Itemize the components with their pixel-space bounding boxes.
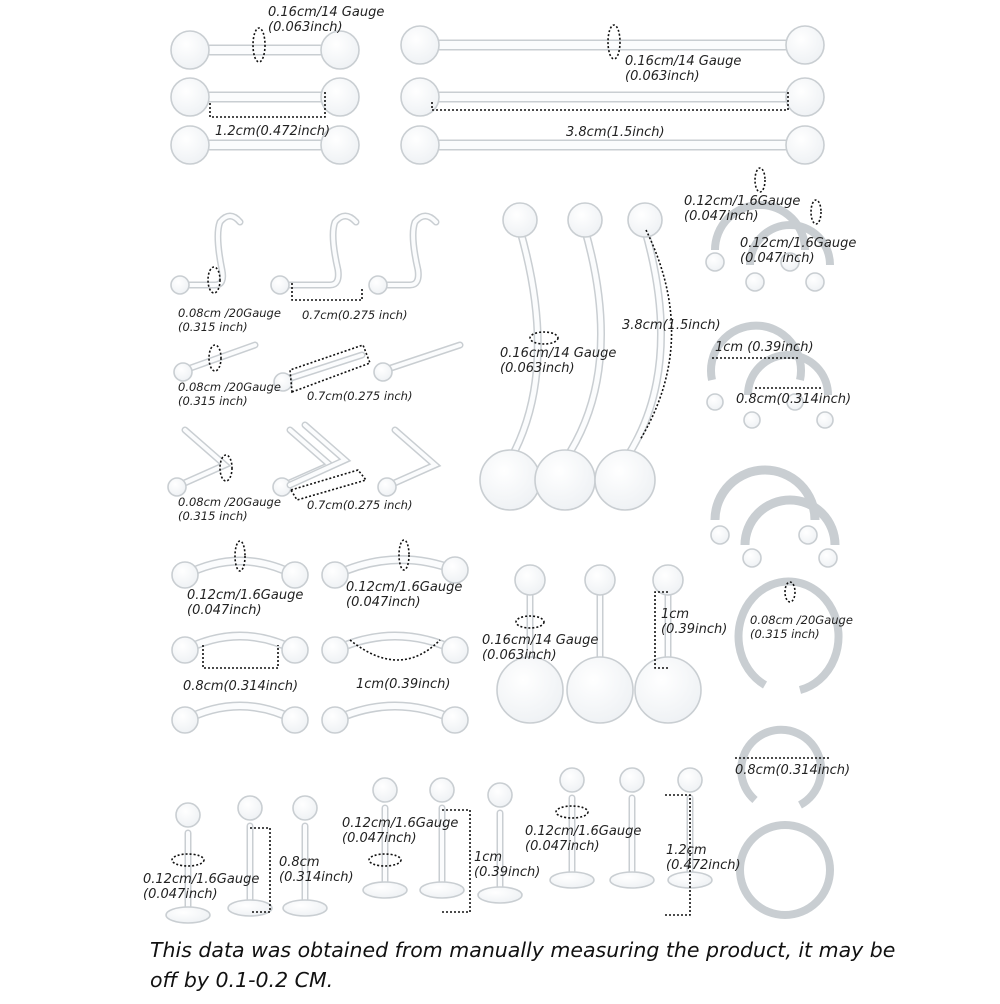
bead [535, 450, 595, 510]
bead [480, 450, 540, 510]
bead [653, 565, 683, 595]
length-label-barbell-long: 3.8cm(1.5inch) [566, 125, 665, 140]
length-label-horseshoe-08cm: 0.8cm(0.314inch) [736, 392, 852, 407]
bead [488, 783, 512, 807]
length-label-belly-bar: 3.8cm(1.5inch) [622, 318, 721, 333]
gauge-label-horseshoe-2: 0.12cm/1.6Gauge (0.047inch) [740, 236, 857, 266]
curve-fill [185, 216, 240, 285]
labret-disc [610, 872, 654, 888]
bead [172, 707, 198, 733]
bead [442, 707, 468, 733]
curve-fill [285, 216, 356, 285]
labret-disc [363, 882, 407, 898]
gauge-marker [811, 200, 821, 224]
bead [746, 273, 764, 291]
bead [168, 478, 186, 496]
bead [620, 768, 644, 792]
horseshoe [745, 500, 835, 545]
length-label-nose-screw: 0.7cm(0.275 inch) [302, 308, 408, 322]
bead [176, 803, 200, 827]
bead [401, 26, 439, 64]
gauge-label-nose-l-shape: 0.08cm /20Gauge (0.315 inch) [178, 495, 281, 523]
bead [585, 565, 615, 595]
bead [786, 78, 824, 116]
bead [706, 253, 724, 271]
length-label-nose-l-shape: 0.7cm(0.275 inch) [307, 498, 413, 512]
length-label-labret-08cm: 0.8cm (0.314inch) [279, 855, 354, 885]
bead [678, 768, 702, 792]
bead [282, 562, 308, 588]
curve-fill [380, 216, 436, 285]
bead [430, 778, 454, 802]
bead [321, 31, 359, 69]
labret-disc [283, 900, 327, 916]
length-label-labret-1cm: 1cm (0.39inch) [474, 850, 541, 880]
bead [282, 707, 308, 733]
bead [806, 273, 824, 291]
curve-fill [390, 430, 435, 485]
bar-fill [385, 345, 460, 370]
length-label-nose-bone: 0.7cm(0.275 inch) [307, 389, 413, 403]
bead [786, 26, 824, 64]
bead [744, 412, 760, 428]
length-label-eyebrow-1cm: 1cm(0.39inch) [356, 677, 451, 692]
gauge-label-belly-bar: 0.16cm/14 Gauge (0.063inch) [500, 346, 617, 376]
gauge-label-labret-1: 0.12cm/1.6Gauge (0.047inch) [143, 872, 260, 902]
bead [497, 657, 563, 723]
gauge-label-nose-screw: 0.08cm /20Gauge (0.315 inch) [178, 306, 281, 334]
gauge-label-nose-bone: 0.08cm /20Gauge (0.315 inch) [178, 380, 281, 408]
bead [322, 707, 348, 733]
bead [786, 126, 824, 164]
length-label-eyebrow-08cm: 0.8cm(0.314inch) [183, 679, 299, 694]
bead [819, 549, 837, 567]
bead [322, 562, 348, 588]
bead [282, 637, 308, 663]
bead [172, 637, 198, 663]
curve-outline [380, 216, 436, 285]
gauge-marker [235, 541, 245, 571]
bead [817, 412, 833, 428]
length-label-tongue-bar: 1cm (0.39inch) [661, 607, 728, 637]
measurement-disclaimer: This data was obtained from manually measuring the product, it may be off by 0.1-0.2 CM. [150, 938, 896, 992]
bead [374, 363, 392, 381]
bead [743, 549, 761, 567]
gauge-label-tongue-bar: 0.16cm/14 Gauge (0.063inch) [482, 633, 599, 663]
length-label-hoop: 0.8cm(0.314inch) [735, 763, 851, 778]
bead [171, 78, 209, 116]
bead [373, 778, 397, 802]
bead [635, 657, 701, 723]
hoop [740, 825, 830, 915]
bead [171, 31, 209, 69]
curve-fill [625, 230, 661, 460]
bead [503, 203, 537, 237]
gauge-label-eyebrow-2: 0.12cm/1.6Gauge (0.047inch) [346, 580, 463, 610]
gauge-marker [399, 540, 409, 570]
bead [707, 394, 723, 410]
bead [378, 478, 396, 496]
bead [322, 637, 348, 663]
bead [442, 637, 468, 663]
curve-fill [335, 706, 455, 720]
bead [293, 796, 317, 820]
length-label-labret-12cm: 1.2cm (0.472inch) [666, 843, 741, 873]
horseshoe [748, 355, 828, 395]
curve-outline [285, 216, 356, 285]
curve-fill [510, 230, 538, 460]
bead [271, 276, 289, 294]
bead [628, 203, 662, 237]
bead [171, 276, 189, 294]
bead [321, 78, 359, 116]
gauge-marker [755, 168, 765, 192]
gauge-label-hoop: 0.08cm /20Gauge (0.315 inch) [750, 613, 853, 641]
bead [560, 768, 584, 792]
bead [567, 657, 633, 723]
bead [711, 526, 729, 544]
labret-disc [550, 872, 594, 888]
bead [171, 126, 209, 164]
bead [799, 526, 817, 544]
labret-disc [420, 882, 464, 898]
bead [172, 562, 198, 588]
labret-disc [478, 887, 522, 903]
bead [595, 450, 655, 510]
gauge-label-eyebrow-1: 0.12cm/1.6Gauge (0.047inch) [187, 588, 304, 618]
labret-disc [166, 907, 210, 923]
labret-disc [228, 900, 272, 916]
length-marker [203, 645, 278, 668]
bead [369, 276, 387, 294]
curve-fill [335, 560, 455, 575]
bead [401, 126, 439, 164]
length-label-horseshoe-1cm: 1cm (0.39inch) [715, 340, 814, 355]
gauge-label-labret-3: 0.12cm/1.6Gauge (0.047inch) [525, 824, 642, 854]
bead [568, 203, 602, 237]
gauge-label-barbell-long: 0.16cm/14 Gauge (0.063inch) [625, 54, 742, 84]
gauge-label-labret-2: 0.12cm/1.6Gauge (0.047inch) [342, 816, 459, 846]
gauge-label-horseshoe-1: 0.12cm/1.6Gauge (0.047inch) [684, 194, 801, 224]
length-label-barbell-short: 1.2cm(0.472inch) [215, 124, 331, 139]
curve-fill [180, 430, 225, 485]
curve-outline [185, 216, 240, 285]
gauge-label-barbell-short: 0.16cm/14 Gauge (0.063inch) [268, 5, 385, 35]
curve-fill [565, 230, 601, 460]
gauge-marker [208, 267, 220, 293]
bead [515, 565, 545, 595]
bead [238, 796, 262, 820]
bead [174, 363, 192, 381]
